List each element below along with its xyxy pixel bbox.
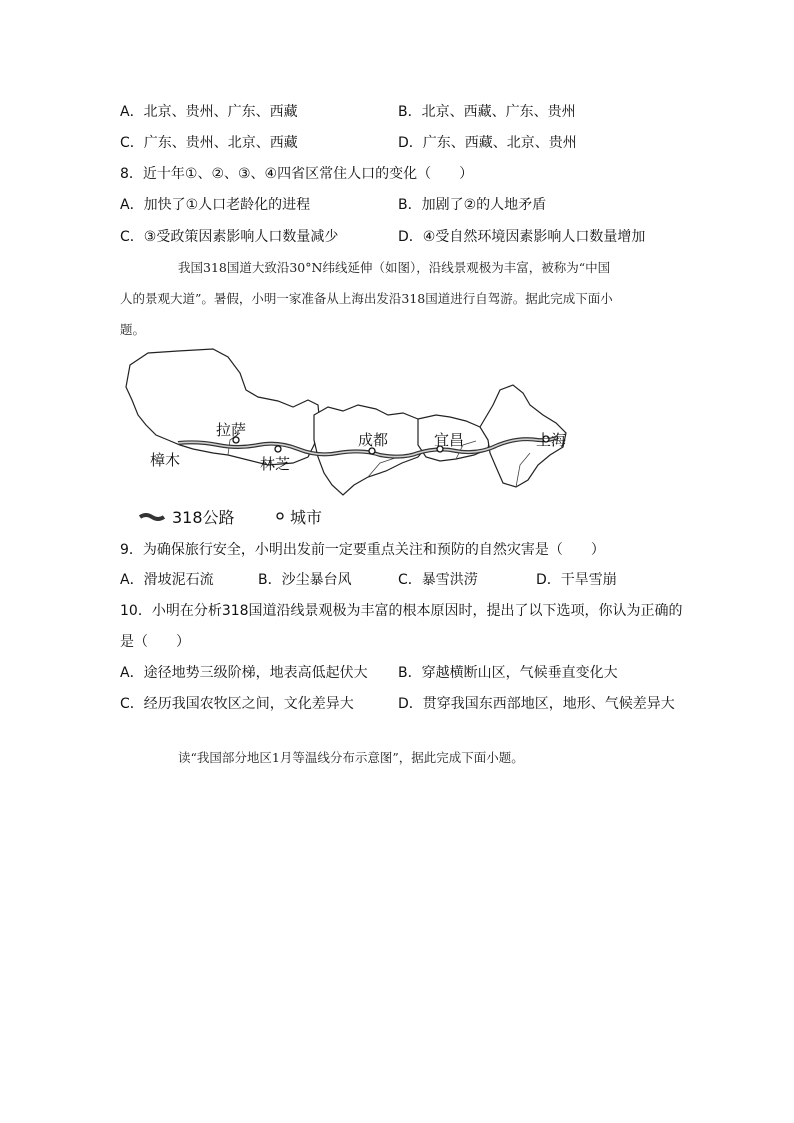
q10-option-b: B．穿越横断山区，气候垂直变化大 — [398, 665, 618, 681]
intro-318-line2: 人的景观大道”。暑假，小明一家准备从上海出发沿318国道进行自驾游。据此完成下面小 — [120, 291, 613, 306]
intro-318-line3: 题。 — [120, 322, 146, 337]
q8-option-b: B．加剧了②的人地矛盾 — [398, 197, 547, 213]
q10-option-d: D．贯穿我国东西部地区，地形、气候差异大 — [398, 696, 675, 712]
city-label-chengdu: 成都 — [358, 431, 389, 449]
q7-option-d: D．广东、西藏、北京、贵州 — [398, 135, 577, 151]
q9-option-a: A．滑坡泥石流 — [120, 572, 214, 588]
q10-option-c: C．经历我国农牧区之间，文化差异大 — [120, 696, 354, 712]
q8-option-c: C．③受政策因素影响人口数量减少 — [120, 229, 339, 245]
city-label-linzhi: 林芝 — [260, 455, 291, 473]
q8-option-d: D．④受自然环境因素影响人口数量增加 — [398, 229, 646, 245]
q9-option-c: C．暴雪洪涝 — [398, 572, 478, 588]
city-marker-linzhi — [275, 446, 281, 452]
city-label-lasa: 拉萨 — [216, 421, 247, 439]
q8-stem: 8．近十年①、②、③、④四省区常住人口的变化（ ） — [120, 166, 474, 182]
q8-option-a: A．加快了①人口老龄化的进程 — [120, 197, 311, 213]
q7-option-c: C．广东、贵州、北京、西藏 — [120, 135, 298, 151]
q9-option-d: D．干旱雪崩 — [536, 572, 617, 588]
q10-stem-line1: 10．小明在分析318国道沿线景观极为丰富的根本原因时，提出了以下选项，你认为正确的 — [120, 603, 683, 619]
q7-option-b: B．北京、西藏、广东、贵州 — [398, 104, 576, 120]
legend-city-label: 城市 — [290, 508, 323, 527]
legend-road-symbol — [140, 515, 164, 519]
city-label-yichang: 宜昌 — [434, 431, 465, 449]
q10-stem-line2: 是（ ） — [120, 634, 190, 650]
legend-city-symbol — [277, 513, 283, 519]
q10-option-a: A．途径地势三级阶梯，地表高低起伏大 — [120, 665, 368, 681]
city-label-zhangmu: 樟木 — [150, 451, 181, 469]
route-318-map — [118, 345, 588, 530]
legend-road-label: 318公路 — [172, 508, 235, 527]
q9-stem: 9．为确保旅行安全，小明出发前一定要重点关注和预防的自然灾害是（ ） — [120, 542, 605, 558]
intro-isotherm: 读“我国部分地区1月等温线分布示意图”，据此完成下面小题。 — [178, 750, 524, 765]
q9-option-b: B．沙尘暴台风 — [258, 572, 352, 588]
intro-318-line1: 我国318国道大致沿30°N纬线延伸（如图），沿线景观极为丰富，被称为“中国 — [178, 260, 611, 275]
q7-option-a: A．北京、贵州、广东、西藏 — [120, 104, 298, 120]
city-label-shanghai: 上海 — [536, 431, 567, 449]
